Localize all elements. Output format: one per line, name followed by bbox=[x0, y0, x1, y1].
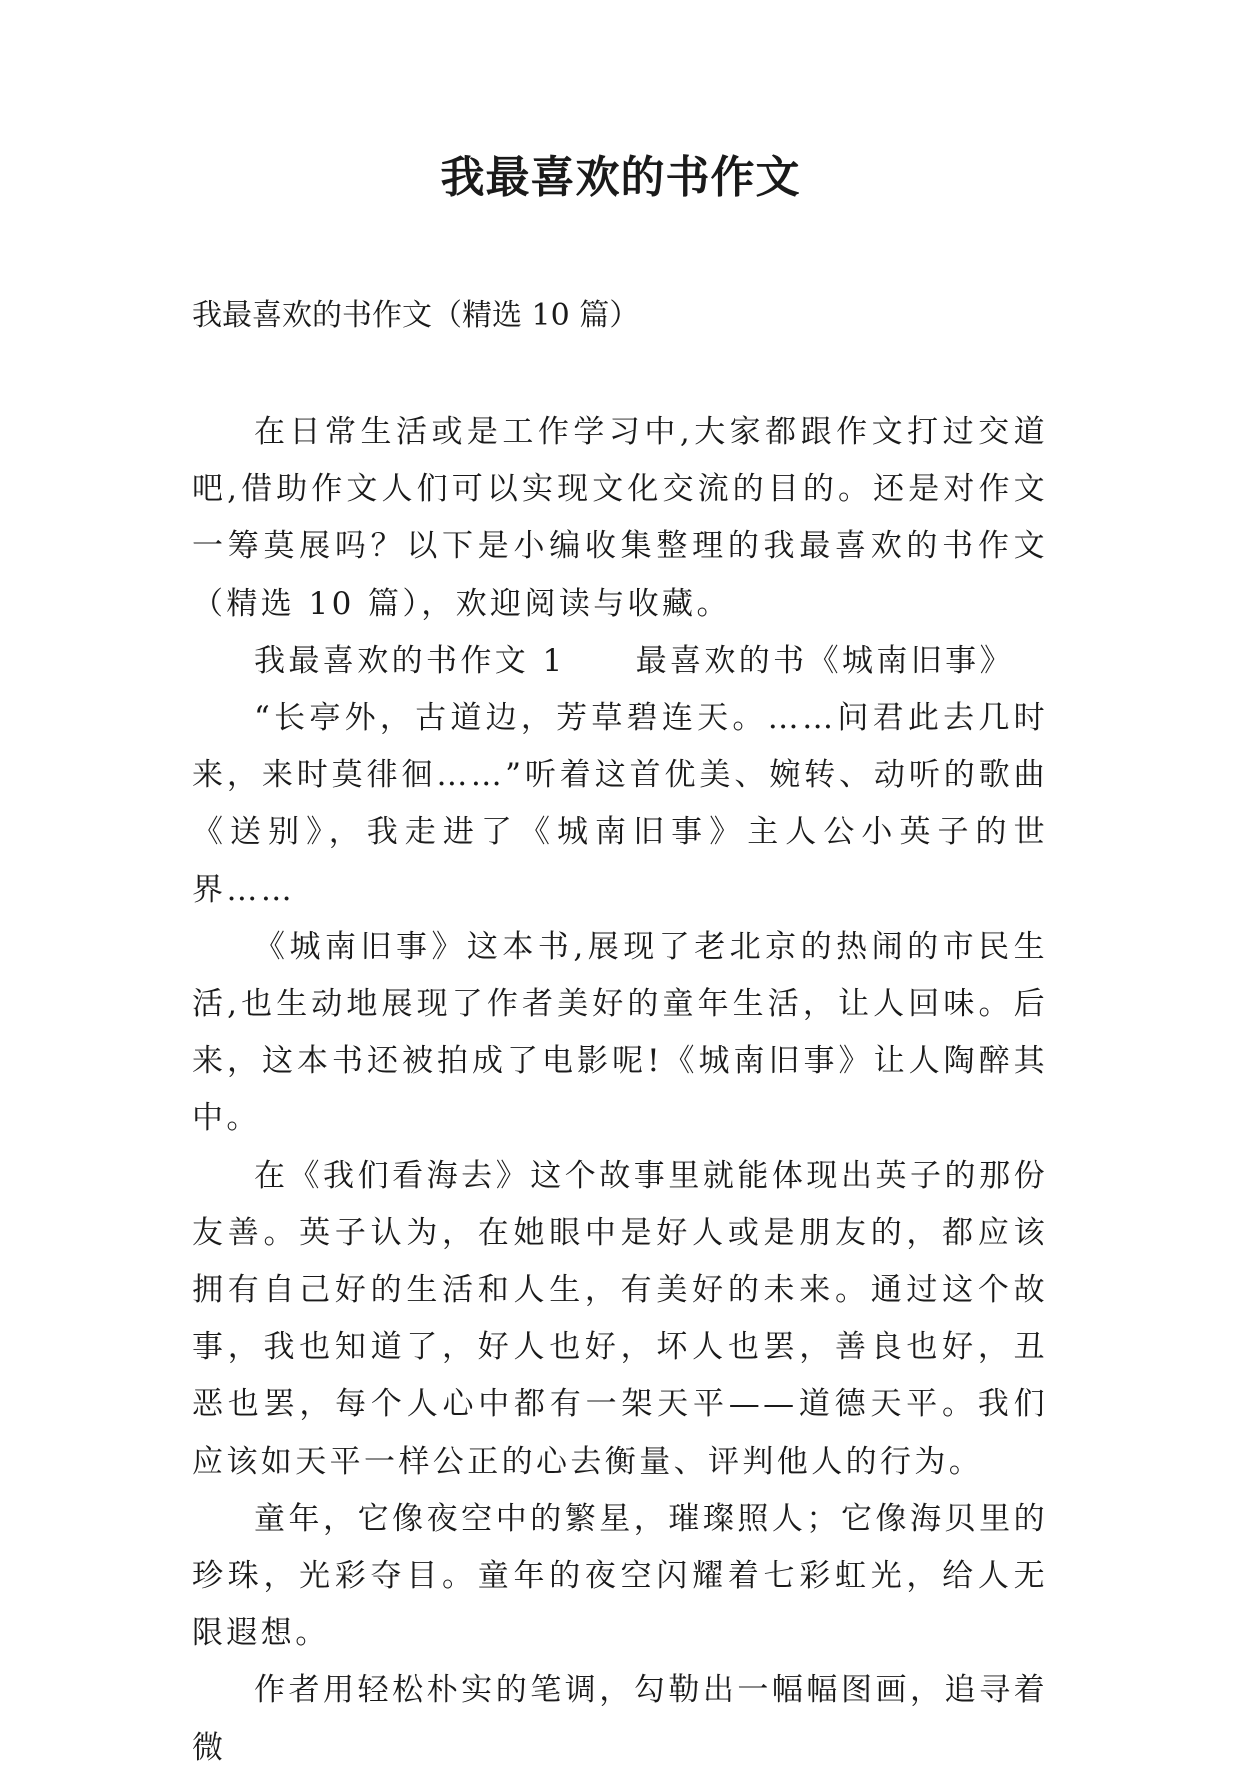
body-paragraph: 《城南旧事》这本书,展现了老北京的热闹的市民生活,也生动地展现了作者美好的童年生活，让人回味。后来，这本书还被拍成了电影呢!《城南旧事》让人陶醉其中。 bbox=[192, 928, 1048, 1137]
page-title: 我最喜欢的书作文 bbox=[440, 152, 801, 203]
section-title: 最喜欢的书《城南旧事》 bbox=[635, 642, 1014, 679]
body-paragraph: “长亭外，古道边，芳草碧连天。……问君此去几时来，来时莫徘徊……”听着这首优美、婉转、动听的歌曲《送别》，我走进了《城南旧事》主人公小英子的世界…… bbox=[192, 700, 1048, 908]
intro-paragraph: 在日常生活或是工作学习中,大家都跟作文打过交道吧,借助作文人们可以实现文化交流的目的。还是对作文一筹莫展吗？以下是小编收集整理的我最喜欢的书作文（精选 10 篇），欢迎阅读与收藏。 bbox=[192, 414, 1048, 622]
section-label: 我最喜欢的书作文 1 bbox=[254, 642, 566, 679]
document-subtitle: 我最喜欢的书作文（精选 10 篇） bbox=[192, 298, 640, 333]
body-paragraph: 童年，它像夜空中的繁星，璀璨照人；它像海贝里的珍珠，光彩夺目。童年的夜空闪耀着七彩虹光，给人无限遐想。 bbox=[192, 1500, 1048, 1652]
body-paragraph: 作者用轻松朴实的笔调，勾勒出一幅幅图画，追寻着微 bbox=[192, 1672, 1048, 1766]
document-body bbox=[192, 404, 1048, 1777]
body-paragraph: 在《我们看海去》这个故事里就能体现出英子的那份友善。英子认为，在她眼中是好人或是朋友的，都应该拥有自己好的生活和人生，有美好的未来。通过这个故事，我也知道了，好人也好，坏人也罢，善良也好，丑恶也罢，每个人心中都有一架天平——道德天平。我们应该如天平一样公正的心去衡量、评判他人的行为。 bbox=[192, 1157, 1048, 1480]
section-heading bbox=[192, 633, 1048, 690]
